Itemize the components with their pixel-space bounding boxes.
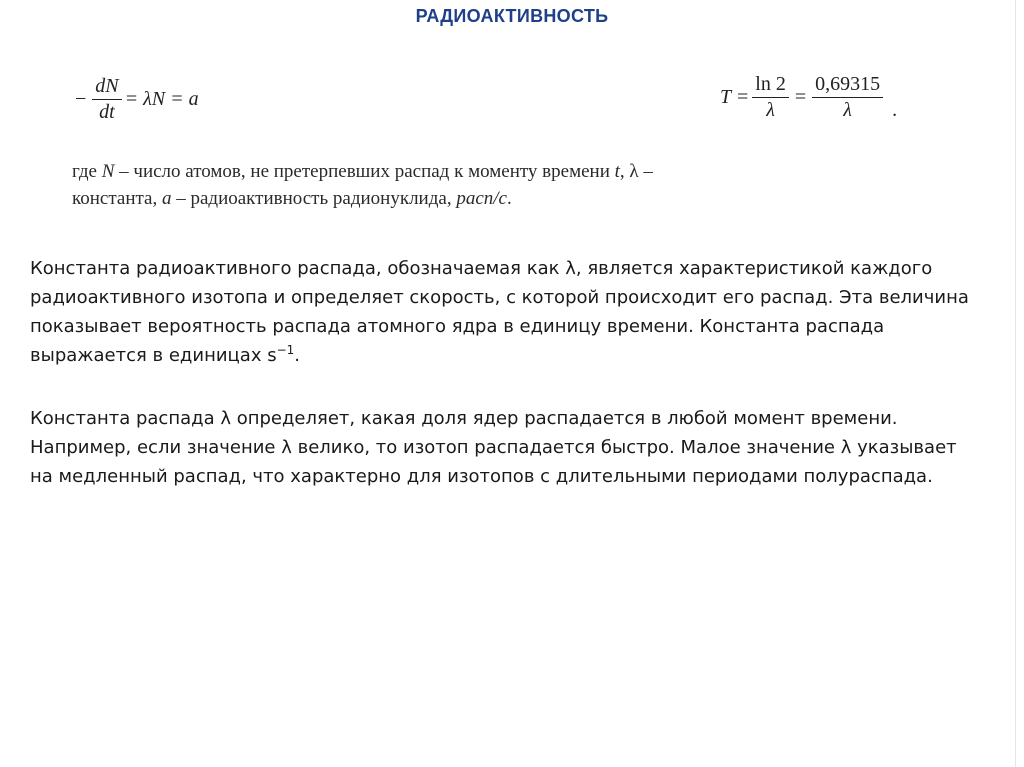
variable-n: N [101,161,115,182]
description-line-1 [72,158,872,185]
text-span: где [72,161,102,182]
variable-a: a [161,188,172,209]
text-span: , λ – [619,161,653,182]
text-span: – число атомов, не претерпевших распад к моменту времени [114,161,615,182]
formula-rest: = λN = a [124,88,199,110]
equals-sign: = [794,86,807,108]
paragraph-end: . [294,345,301,366]
text-span: константа, [72,188,162,209]
slide-border [1015,0,1016,767]
paragraph-decay-meaning: Константа распада λ определяет, какая доля ядер распадается в любой момент времени. Например, если значение λ велико, то изотоп распадается быстро. Малое значение λ указывает на медленный распад, что характерно для изотопов с длительными периодами полураспада. [30,408,957,487]
fraction-numerator: ln 2 [752,72,789,98]
half-life-formula [720,72,897,123]
minus-sign: − [75,88,87,110]
slide-title: РАДИОАКТИВНОСТЬ [415,6,609,26]
formula-lhs: T = [720,86,750,108]
fraction-denominator: dt [99,101,115,123]
fraction-denominator: λ [766,99,775,121]
unit-text: расп/с [456,188,507,209]
variable-t: t [614,161,620,182]
description-line-2 [72,185,872,212]
unit-superscript: −1 [276,343,295,357]
decay-rate-formula [72,74,199,125]
fraction-denominator: λ [843,99,852,121]
formula-description [72,158,872,212]
formula-end: . [892,99,898,121]
constant-fraction [812,72,883,123]
paragraph-decay-constant [30,254,970,370]
derivative-fraction [92,74,121,125]
paragraph-text: Константа радиоактивного распада, обозначаемая как λ, является характеристикой каждого радиоактивного изотопа и определяет скорость, с которой происходит его распад. Эта величина показывает вероятность распада атомного ядра в единицу времени. Константа распада выражается в единицах s [30,258,969,366]
ln2-fraction [752,72,789,123]
fraction-numerator: 0,69315 [812,72,883,98]
text-span: – радиоактивность радионуклида, [171,188,457,209]
fraction-numerator: dN [92,74,121,100]
text-span: . [506,188,512,209]
